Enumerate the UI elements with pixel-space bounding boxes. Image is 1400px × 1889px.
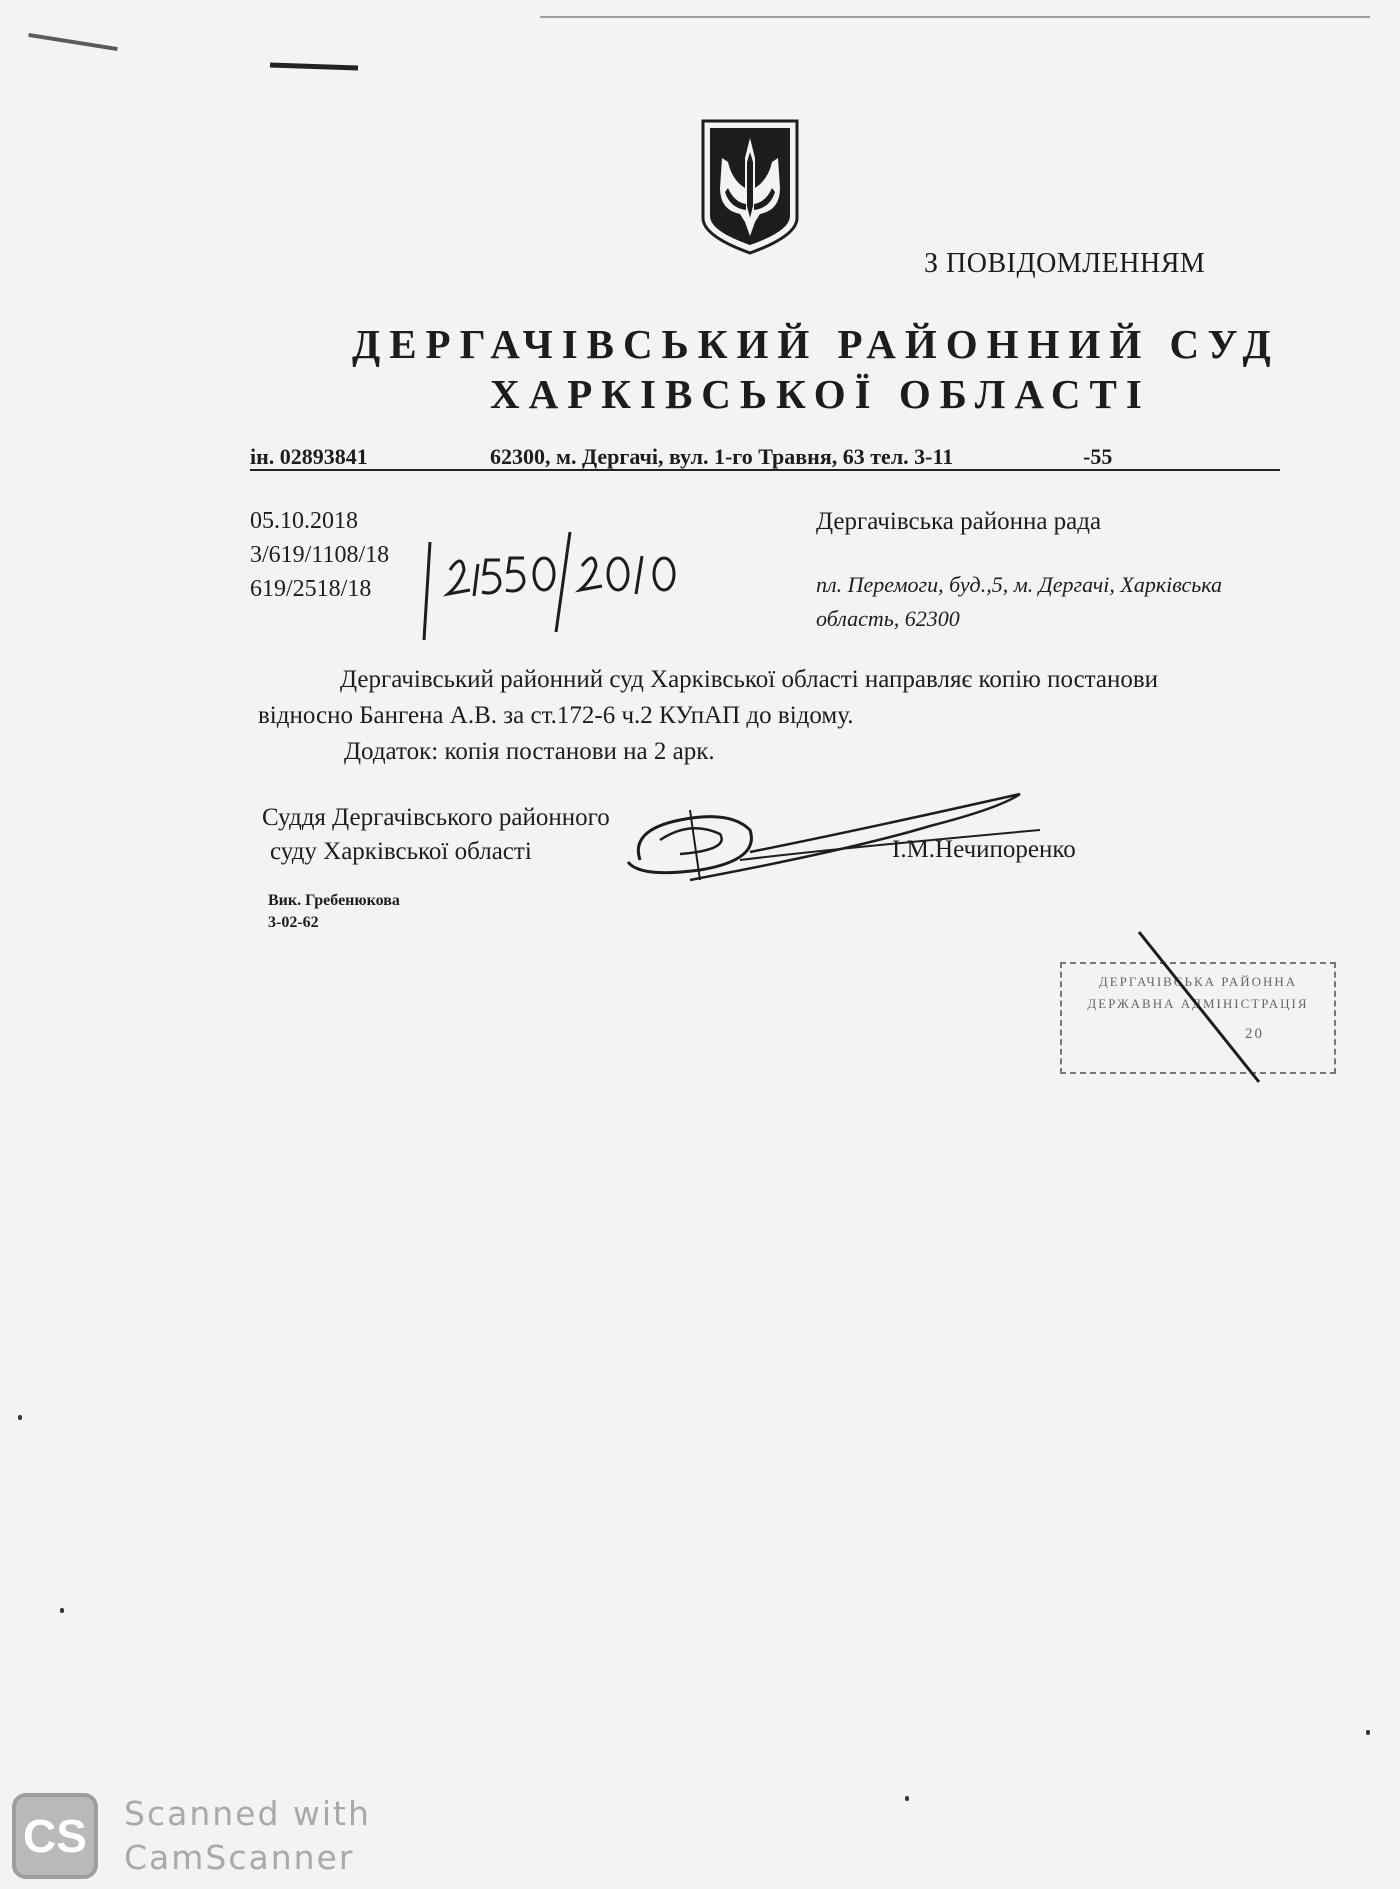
handwritten-registration-mark [420, 522, 680, 642]
executor-name: Вик. Гребенюкова [268, 892, 400, 909]
requisites-underline [250, 469, 1280, 471]
signatory-title-line2: суду Харківської області [270, 838, 532, 865]
executor-phone: 3-02-62 [268, 914, 319, 931]
document-date: 05.10.2018 [250, 508, 358, 534]
stamp-strike-line [1135, 930, 1265, 1086]
watermark-line2: CamScanner [124, 1838, 355, 1877]
stamp-line1: ДЕРГАЧІВСЬКА РАЙОННА [1098, 974, 1298, 989]
scan-mark [270, 62, 358, 70]
attachment-note: Додаток: копія постанови на 2 арк. [344, 738, 715, 765]
court-code: ін. 02893841 [250, 444, 368, 469]
court-name-line1: ДЕРГАЧІВСЬКИЙ РАЙОННИЙ СУД [352, 321, 1280, 367]
camscanner-logo-icon: CS [12, 1793, 98, 1879]
watermark-line1: Scanned with [124, 1794, 371, 1833]
scan-edge-line [540, 16, 1370, 18]
signatory-title-line1: Суддя Дергачівського районного [262, 804, 610, 831]
recipient-name: Дергачівська районна рада [816, 508, 1102, 535]
scan-speck [1366, 1730, 1370, 1735]
recipient-address-line1: пл. Перемоги, буд.,5, м. Дергачі, Харківська [816, 572, 1223, 597]
stamp-year: 20 [1245, 1026, 1264, 1042]
signatory-name: І.М.Нечипоренко [892, 836, 1076, 863]
coat-of-arms-icon [700, 118, 800, 256]
body-text-line1: Дергачівський районний суд Харківської області направляє копію постанови [340, 666, 1159, 693]
body-text-line2: відносно Бангена А.В. за ст.172-6 ч.2 КУпАП до відому. [258, 702, 854, 729]
case-reference-1: 3/619/1108/18 [250, 542, 390, 568]
court-name-line2: ХАРКІВСЬКОЇ ОБЛАСТІ [490, 371, 1151, 417]
court-address: 62300, м. Дергачі, вул. 1-го Травня, 63 тел. 3-11 [490, 444, 954, 469]
recipient-address-line2: область, 62300 [816, 606, 960, 631]
scan-mark [28, 33, 118, 51]
case-reference-2: 619/2518/18 [250, 576, 372, 602]
phone-extension: -55 [1083, 444, 1113, 469]
notice-label: З ПОВІДОМЛЕННЯМ [924, 248, 1206, 279]
stamp-line2: ДЕРЖАВНА АДМІНІСТРАЦІЯ [1087, 996, 1309, 1011]
camscanner-watermark [12, 1792, 371, 1880]
handwritten-signature [620, 790, 1040, 890]
scan-speck [60, 1608, 64, 1613]
scan-speck [905, 1796, 909, 1801]
scan-speck [18, 1415, 22, 1420]
